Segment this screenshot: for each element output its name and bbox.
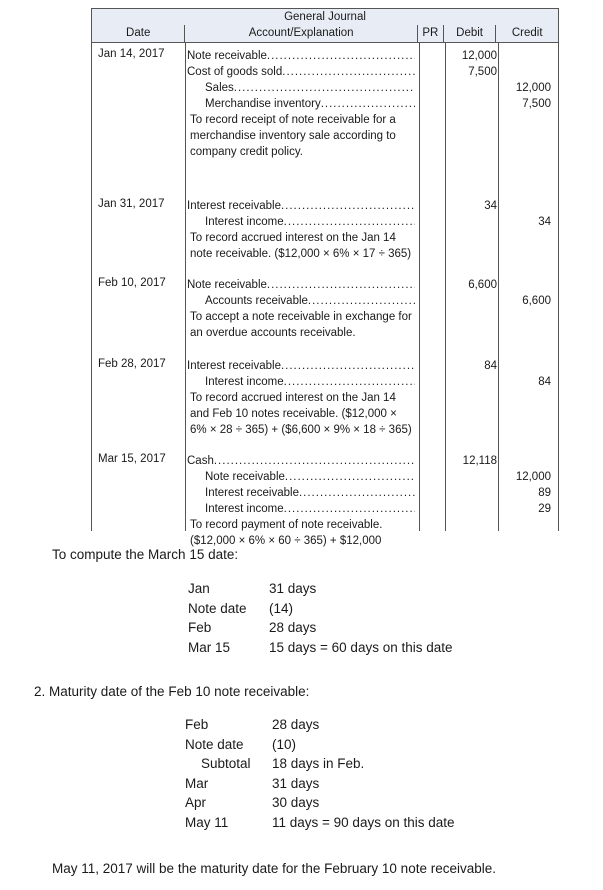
credit-amount: 34 [538,216,551,228]
calc-label: May 11 [185,814,229,830]
calc-value: 18 days in Feb. [272,756,365,771]
calc-value: 28 days [272,717,320,732]
leader-dots [284,501,415,517]
conclusion-text: May 11, 2017 will be the maturity date for the February 10 note receivable. [52,861,496,876]
entry-line [187,374,415,390]
leader-dots [299,485,415,501]
debit-amount: 34 [484,200,497,212]
entry-explanation: To record receipt of note receivable for a merchandise inventory sale according to company credit policy. [190,114,396,158]
calc-value: 31 days [272,775,320,791]
journal-title: General Journal [91,8,559,25]
account-name: Note receivable [187,50,267,62]
general-journal [91,8,559,547]
calc-value: 28 days [269,620,317,635]
maturity-calc-heading: 2. Maturity date of the Feb 10 note receivable: [34,684,310,699]
account-name: Sales [205,82,234,94]
calc-value: 11 days = 90 days on this date [272,814,455,830]
account-name: Interest receivable [187,200,281,212]
account-name: Accounts receivable [205,295,308,307]
debit-amount: 84 [484,360,497,372]
calc-label: Apr [185,795,207,810]
journal-body [91,43,559,547]
entry-explanation: To record payment of note receivable. ($12,000 × 6% × 60 ÷ 365) + $12,000 [190,519,383,547]
calc-label: Feb [188,620,212,635]
entry-line [187,277,415,293]
entry-line [187,96,415,112]
entry-line [187,469,415,485]
account-name: Interest receivable [205,487,299,499]
leader-dots [321,96,415,112]
entry-line [187,453,415,469]
entry-explanation: To record accrued interest on the Jan 14 and Feb 10 notes receivable. ($12,000 × 6% × 28 ÷ 365) + ($6,600 × 9% × 18 ÷ 365) [190,392,412,436]
header-pr: PR [417,25,443,42]
calc-label: Note date [185,736,244,752]
leader-dots [285,469,415,485]
calc-label: Feb [185,717,209,732]
calc-value: 31 days [269,581,317,596]
calc-label: Mar [185,775,209,791]
entry-line [187,485,415,501]
entry-line [187,198,415,214]
leader-dots [308,293,415,309]
credit-amount: 12,000 [515,82,551,94]
entry-line [187,358,415,374]
account-name: Note receivable [205,471,285,483]
debit-amount: 6,600 [468,279,497,291]
account-name: Interest income [205,376,284,388]
march-calc-heading: To compute the March 15 date: [52,547,239,562]
leader-dots [214,453,415,469]
entry-date: Jan 14, 2017 [98,48,165,60]
entry-line [187,214,415,230]
header-date: Date [126,27,151,39]
calc-label: Note date [188,600,247,616]
account-name: Interest income [205,216,284,228]
journal-header-row [91,25,559,43]
calc-value: (10) [272,736,297,752]
account-name: Cost of goods sold [187,66,283,78]
entry-line [187,293,415,309]
leader-dots [234,80,415,96]
account-name: Interest income [205,503,284,515]
leader-dots [282,64,415,80]
entry-date: Jan 31, 2017 [98,198,165,210]
entry-explanation: To accept a note receivable in exchange for an overdue accounts receivable. [190,311,412,339]
calc-label: Mar 15 [188,639,231,655]
entry-line [187,64,415,80]
account-name: Cash [187,455,214,467]
debit-amount: 12,118 [462,455,497,467]
entry-date: Mar 15, 2017 [98,453,166,465]
entry-line [187,80,415,96]
header-debit: Debit [443,25,496,42]
calc-value: (14) [269,600,294,616]
leader-dots [267,277,415,293]
debit-amount: 7,500 [468,66,497,78]
credit-amount: 29 [538,503,551,515]
leader-dots [267,48,415,64]
credit-amount: 84 [538,376,551,388]
debit-amount: 12,000 [461,50,497,62]
credit-amount: 12,000 [515,471,551,483]
calc-value: 30 days [272,795,320,810]
entry-explanation: To record accrued interest on the Jan 14 note receivable. ($12,000 × 6% × 17 ÷ 365) [190,232,412,260]
leader-dots [281,198,415,214]
leader-dots [284,214,415,230]
entry-date: Feb 28, 2017 [98,358,166,370]
leader-dots [284,374,415,390]
account-name: Note receivable [187,279,267,291]
entry-line [187,48,415,64]
calc-label: Subtotal [201,756,251,771]
calc-value: 15 days = 60 days on this date [269,639,453,655]
credit-amount: 6,600 [522,295,551,307]
credit-amount: 7,500 [522,98,551,110]
leader-dots [281,358,415,374]
account-name: Interest receivable [187,360,281,372]
account-name: Merchandise inventory [205,98,321,110]
header-credit: Credit [495,25,558,42]
calc-label: Jan [188,581,210,596]
entry-date: Feb 10, 2017 [98,277,166,289]
entry-line [187,501,415,517]
credit-amount: 89 [538,487,551,499]
header-account: Account/Explanation [184,25,417,42]
